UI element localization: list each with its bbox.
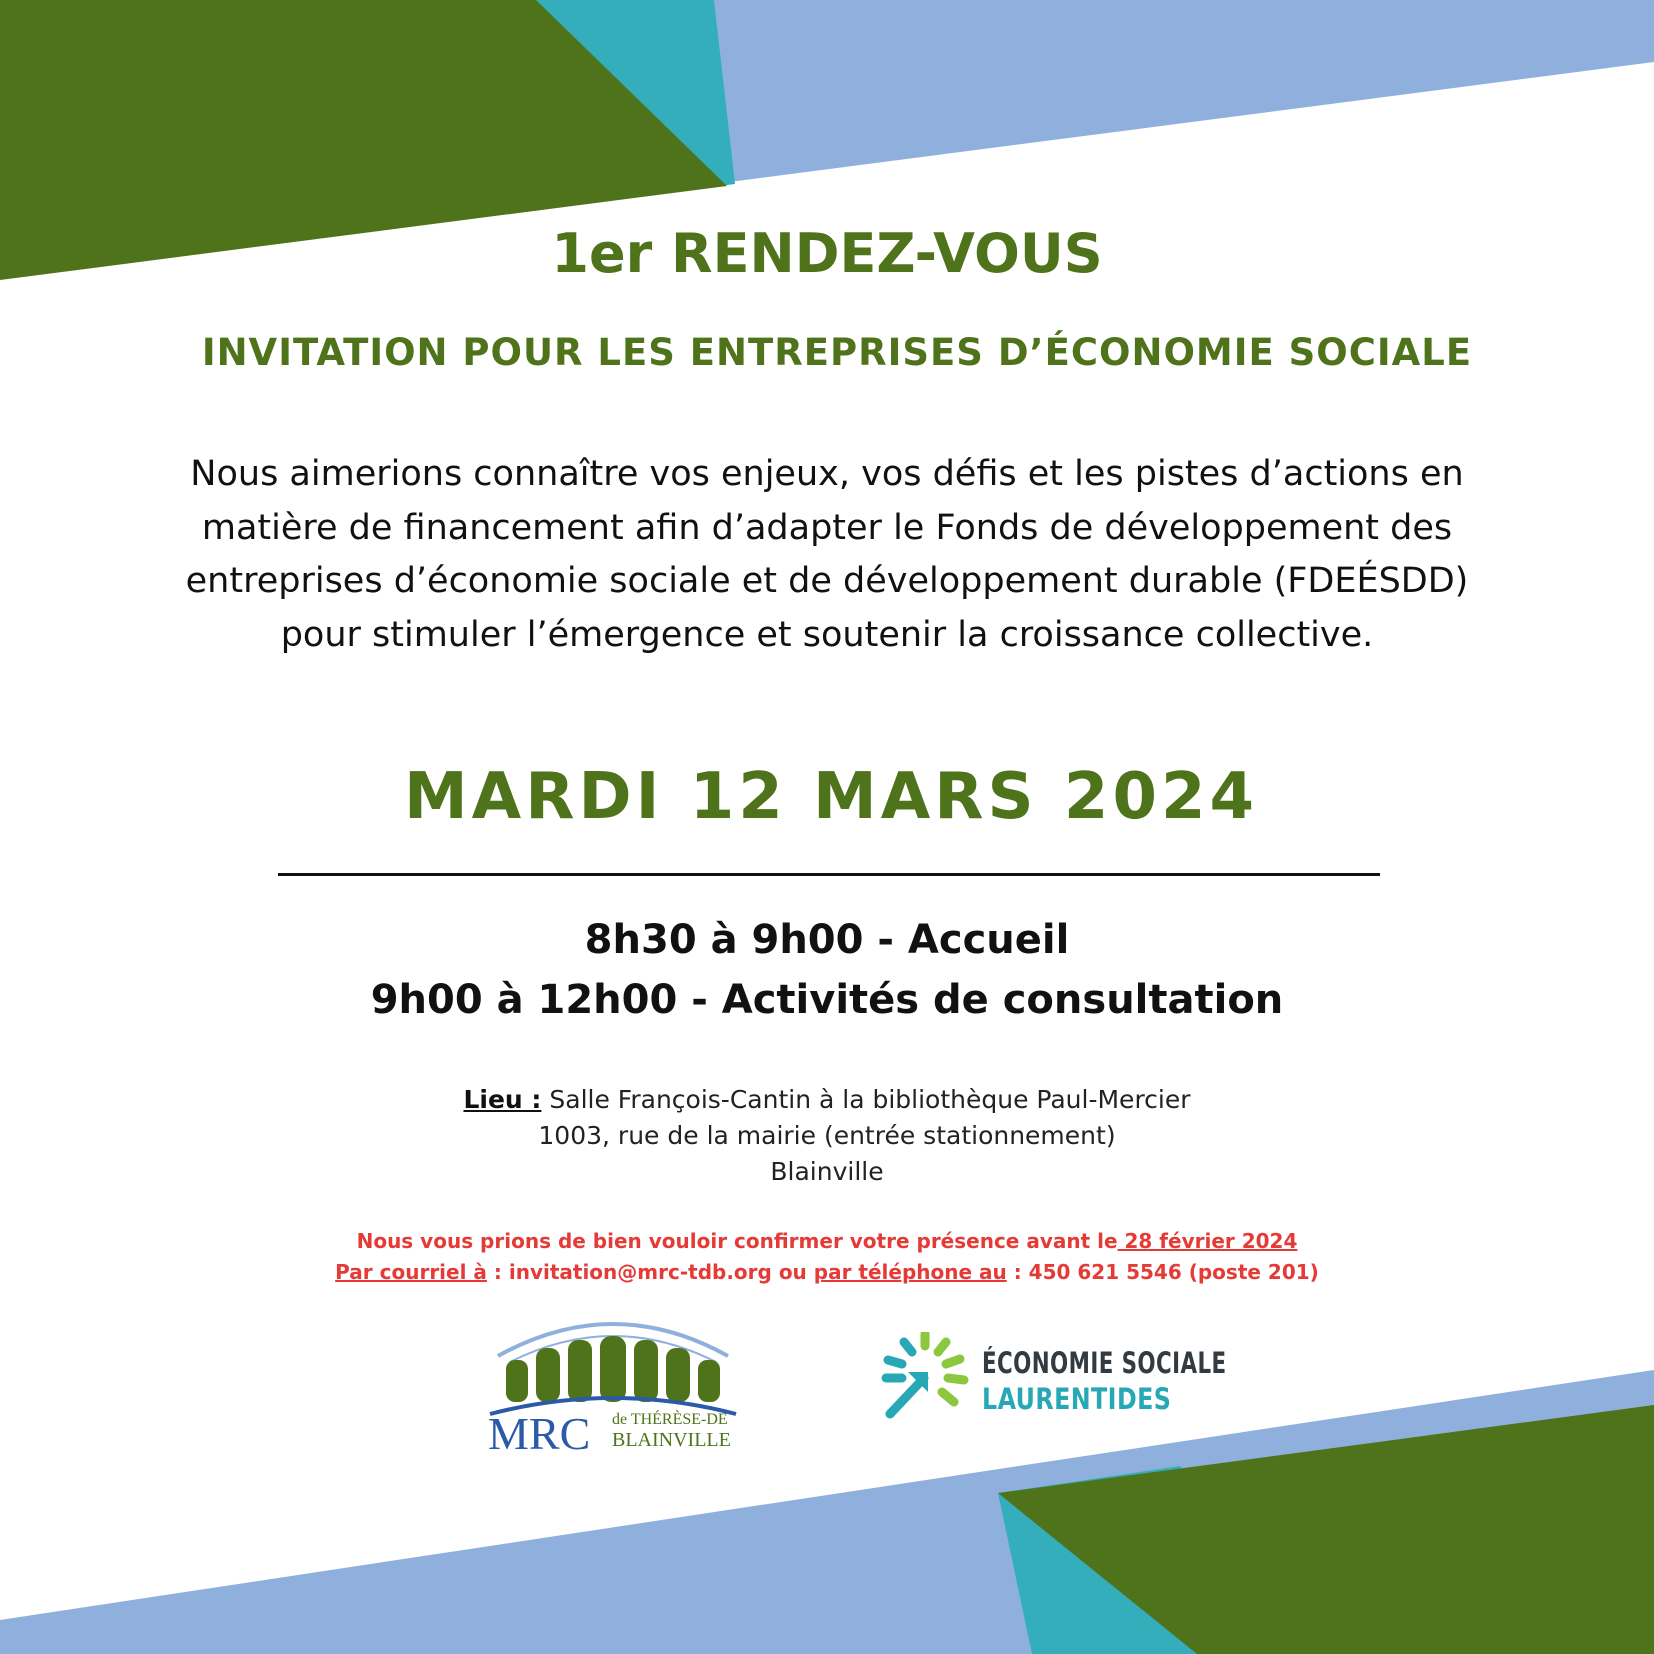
mrc-logo xyxy=(488,1302,738,1452)
economie-sociale-laurentides-logo xyxy=(880,1332,1227,1422)
esl-logo-line2: LAURENTIDES xyxy=(982,1382,1172,1416)
location-address: 1003, rue de la mairie (entrée stationnement) xyxy=(538,1121,1116,1150)
rsvp-line-2 xyxy=(0,1257,1654,1288)
intro-line: pour stimuler l’émergence et soutenir la croissance collective. xyxy=(280,614,1374,655)
schedule-item-consultation: 9h00 à 12h00 - Activités de consultation xyxy=(370,977,1284,1023)
rsvp-email-text[interactable]: : invitation@mrc-tdb.org ou xyxy=(486,1260,814,1284)
starburst-arrow-icon xyxy=(880,1332,970,1422)
location-venue: Salle François-Cantin à la bibliothèque Paul-Mercier xyxy=(541,1085,1191,1114)
intro-line: matière de financement afin d’adapter le Fonds de développement des xyxy=(201,507,1453,548)
rsvp-phone-text[interactable]: : 450 621 5546 (poste 201) xyxy=(1006,1260,1319,1284)
mrc-pillar-icon xyxy=(506,1360,528,1402)
rsvp-line-1 xyxy=(0,1226,1654,1257)
location-city: Blainville xyxy=(770,1157,884,1186)
rsvp-email-label: Par courriel à xyxy=(335,1260,487,1284)
location-label: Lieu : xyxy=(463,1085,542,1114)
mrc-logo-line1: de THÉRÈSE-DE xyxy=(612,1411,728,1428)
mrc-logo-abbr: MRC xyxy=(488,1408,591,1452)
location-block xyxy=(0,1082,1654,1190)
mrc-logo-line2: BLAINVILLE xyxy=(612,1429,731,1451)
intro-line: Nous aimerions connaître vos enjeux, vos défis et les pistes d’actions en xyxy=(190,454,1464,494)
rsvp-phone-label: par téléphone au xyxy=(813,1260,1007,1284)
rsvp-deadline: 28 février 2024 xyxy=(1117,1229,1298,1253)
location-venue-line xyxy=(0,1082,1654,1118)
intro-line: entreprises d’économie sociale et de développement durable (FDEÉSDD) xyxy=(185,561,1469,601)
schedule xyxy=(0,910,1654,1030)
esl-logo-line1: ÉCONOMIE SOCIALE xyxy=(982,1346,1227,1380)
intro-paragraph xyxy=(0,448,1654,662)
divider xyxy=(278,873,1380,876)
schedule-item-welcome: 8h30 à 9h00 - Accueil xyxy=(584,917,1070,963)
event-title: 1er RENDEZ-VOUS xyxy=(551,222,1103,285)
event-date: MARDI 12 MARS 2024 xyxy=(403,760,1259,834)
event-subtitle: INVITATION POUR LES ENTREPRISES D’ÉCONOMIE SOCIALE xyxy=(201,331,1473,374)
rsvp-text: Nous vous prions de bien vouloir confirmer votre présence avant le xyxy=(356,1229,1118,1253)
rsvp-block xyxy=(0,1226,1654,1288)
